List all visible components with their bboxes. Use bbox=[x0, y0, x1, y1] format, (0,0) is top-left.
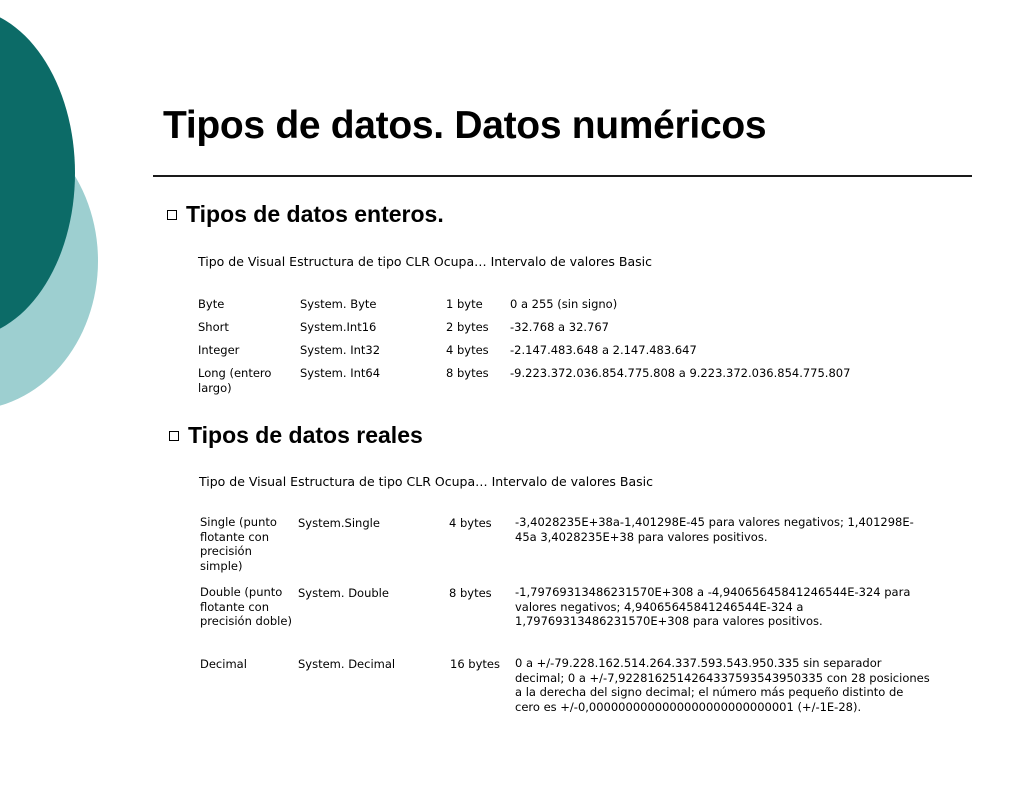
table-header-integers: Tipo de Visual Estructura de tipo CLR Ocupa… Intervalo de valores Basic bbox=[198, 254, 652, 269]
cell-range: 0 a +/-79.228.162.514.264.337.593.543.950.335 sin separador decimal; 0 a +/-7,9228162514264337593543950335 con 28 posiciones a la derecha del signo decimal; el número más pequeño distinto de cero es +/-0,0000000000000000000000000001 (+/-1E-28). bbox=[515, 656, 930, 714]
cell-range: -1,79769313486231570E+308 a -4,94065645841246544E-324 para valores negativos; 4,94065645841246544E-324 a 1,79769313486231570E+308 para valores positivos. bbox=[515, 585, 911, 628]
cell-type: Long (entero largo) bbox=[198, 366, 272, 395]
cell-size: 2 bytes bbox=[446, 320, 489, 334]
cell-range: -2.147.483.648 a 2.147.483.647 bbox=[510, 343, 697, 357]
cell-type: Decimal bbox=[200, 657, 247, 671]
title-divider bbox=[153, 175, 972, 177]
cell-size: 16 bytes bbox=[450, 657, 500, 671]
section-heading-label: Tipos de datos enteros. bbox=[186, 201, 444, 227]
cell-clr: System. Double bbox=[298, 586, 389, 600]
square-bullet-icon bbox=[167, 210, 177, 220]
cell-range: -9.223.372.036.854.775.808 a 9.223.372.036.854.775.807 bbox=[510, 366, 851, 380]
cell-clr: System.Int16 bbox=[300, 320, 377, 334]
cell-range: -3,4028235E+38a-1,401298E-45 para valores negativos; 1,401298E-45a 3,4028235E+38 para valores positivos. bbox=[515, 515, 914, 544]
cell-clr: System. Int64 bbox=[300, 366, 381, 380]
cell-type: Double (punto flotante con precisión doble) bbox=[200, 585, 292, 628]
table-header-reals: Tipo de Visual Estructura de tipo CLR Ocupa… Intervalo de valores Basic bbox=[199, 474, 653, 489]
cell-size: 4 bytes bbox=[446, 343, 489, 357]
cell-size: 8 bytes bbox=[449, 586, 492, 600]
cell-type: Integer bbox=[198, 343, 240, 357]
cell-clr: System.Single bbox=[298, 516, 380, 530]
cell-clr: System. Byte bbox=[300, 297, 377, 311]
cell-range: 0 a 255 (sin signo) bbox=[510, 297, 618, 311]
section-heading-reals bbox=[169, 422, 423, 449]
cell-clr: System. Decimal bbox=[298, 657, 396, 671]
cell-size: 8 bytes bbox=[446, 366, 489, 380]
square-bullet-icon bbox=[169, 431, 179, 441]
cell-type: Single (punto flotante con precisión simple) bbox=[200, 515, 277, 573]
page-title: Tipos de datos. Datos numéricos bbox=[163, 104, 767, 147]
section-heading-integers bbox=[167, 201, 444, 228]
cell-size: 1 byte bbox=[446, 297, 483, 311]
cell-range: -32.768 a 32.767 bbox=[510, 320, 609, 334]
cell-size: 4 bytes bbox=[449, 516, 492, 530]
section-heading-label: Tipos de datos reales bbox=[188, 422, 423, 448]
cell-type: Short bbox=[198, 320, 229, 334]
cell-clr: System. Int32 bbox=[300, 343, 381, 357]
cell-type: Byte bbox=[198, 297, 225, 311]
